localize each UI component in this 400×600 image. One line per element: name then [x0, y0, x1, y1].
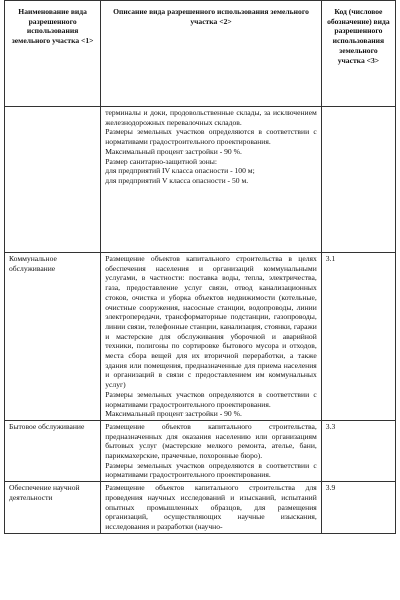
- table-row: [5, 253, 396, 421]
- row-description: [101, 253, 322, 421]
- row-description: [101, 482, 322, 534]
- description-line: Размещение объектов капитального строительства в целях обеспечения населения и организаций коммунальными услугами, в частности: поставка воды, тепла, электричества, газа, предоставление услуг связи, отвод канализационных стоков, очистка и уборка объектов недвижимости (котельные, очистные сооружения, насосные станции, водопроводы, линии электропередачи, трансформаторные подстанции, газопроводы, линии связи, телефонные станции, канализация, стоянки, гаражи и мастерские для обслуживания уборочной и аварийной техники, полигоны по сортировке бытового мусора и отходов, места сбора вещей для их вторичной переработки, а также здания или помещения, предназначенные для приема населения и организаций в связи с предоставлением им коммунальных услуг): [105, 254, 317, 390]
- row-code: [321, 107, 395, 253]
- description-line: Максимальный процент застройки - 90 %.: [105, 146, 242, 156]
- row-code: 3.1: [321, 253, 395, 421]
- description-line: Максимальный процент застройки - 90 %.: [105, 409, 242, 419]
- description-line: Размещение объектов капитального строительства, предназначенных для оказания населению или организациям бытовых услуг (мастерские мелкого ремонта, ателье, бани, парикмахерские, прачечные, похоронные бюро).: [105, 421, 317, 461]
- description-line: для предприятий V класса опасности - 50 м.: [105, 175, 249, 185]
- row-name: Бытовое обслуживание: [5, 420, 101, 481]
- row-description: [101, 107, 322, 253]
- header-name: Наименование вида разрешенного использования земельного участка <1>: [5, 1, 101, 107]
- table-row: [5, 107, 396, 253]
- row-name: [5, 107, 101, 253]
- row-code: 3.9: [321, 482, 395, 534]
- description-line: Размеры земельных участков определяются в соответствии с нормативами градостроительного проектирования.: [105, 389, 317, 409]
- description-line: Размеры земельных участков определяются в соответствии с нормативами градостроительного проектирования.: [105, 127, 317, 147]
- row-code: 3.3: [321, 420, 395, 481]
- land-use-table: [4, 0, 396, 534]
- row-name: Обеспечение научной деятельности: [5, 482, 101, 534]
- table-row: [5, 420, 396, 481]
- description-line: Размещение объектов капитального строительства для проведения научных исследований и изысканий, испытаний опытных промышленных образцов, для размещения организаций, осуществляющих научные изыскания, исследования и разработки (научно-: [105, 483, 317, 531]
- header-code: Код (числовое обозначение) вида разрешенного использования земельного участка <3>: [321, 1, 395, 107]
- row-description: [101, 420, 322, 481]
- header-description: Описание вида разрешенного использования земельного участка <2>: [101, 1, 322, 107]
- row-name: Коммунальное обслуживание: [5, 253, 101, 421]
- description-line: Размеры земельных участков определяются в соответствии с нормативами градостроительного проектирования.: [105, 460, 317, 480]
- description-line: Размер санитарно-защитной зоны:: [105, 156, 217, 166]
- description-line: для предприятий IV класса опасности - 100 м;: [105, 166, 255, 176]
- description-line: терминалы и доки, продовольственные склады, за исключением железнодорожных перевалочных складов.: [105, 108, 317, 127]
- table-row: [5, 482, 396, 534]
- table-header-row: [5, 1, 396, 107]
